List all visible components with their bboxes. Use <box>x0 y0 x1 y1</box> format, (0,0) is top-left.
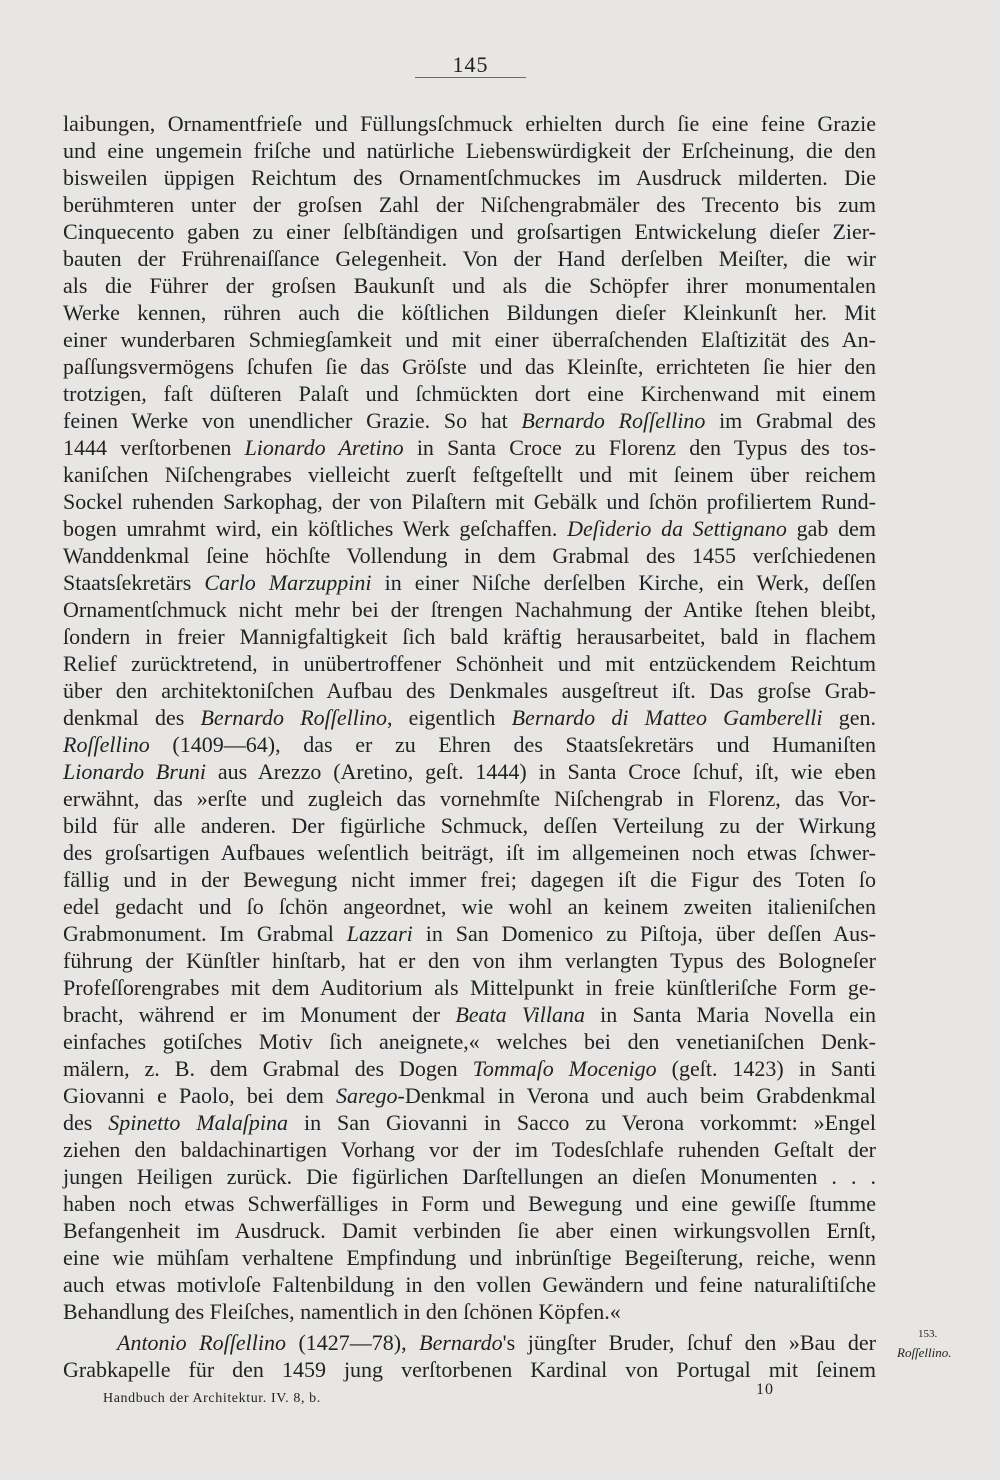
text-line: laibungen, Ornamentfrieſe und Füllungsſchmuck erhielten durch ſie eine feine Grazie <box>63 111 876 136</box>
text-line: ſondern in freier Mannigfaltigkeit ſich bald kräftig herausarbeitet, bald in flachem <box>63 624 876 649</box>
text-run: des <box>63 1110 109 1135</box>
text-line: paſſungsvermögens ſchufen ſie das Gröſste und das Kleinſte, errichteten ſie hier den <box>63 354 876 379</box>
text-line <box>63 1055 876 1082</box>
italic-name: Carlo Marzuppini <box>204 570 372 595</box>
footer-title: Handbuch der Architektur. IV. 8, b. <box>103 1391 321 1406</box>
text-run: (1409—64), das er zu Ehren des Staatsſekretärs und Humaniſten <box>149 732 876 757</box>
text-run: Giovanni e Paolo, bei dem <box>63 1083 337 1108</box>
text-run: in San Giovanni in Sacco zu Verona vorkommt: »Engel <box>288 1110 877 1135</box>
text-run: in Santa Maria Novella ein <box>584 1002 876 1027</box>
text-line <box>63 434 876 461</box>
text-line: Sockel ruhenden Sarkophag, der von Pilaſtern mit Gebälk und ſchön profiliertem Rund- <box>63 489 876 514</box>
text-line: Befangenheit im Ausdruck. Damit verbinden ſie aber einen wirkungsvollen Ernſt, <box>63 1218 876 1243</box>
text-line: jungen Heiligen zurück. Die figürlichen Darſtellungen an dieſen Monumenten . . . <box>63 1164 876 1189</box>
text-run: , eigentlich <box>386 705 512 730</box>
text-line: berühmteren unter der groſsen Zahl der Niſchengrabmäler des Trecento bis zum <box>63 192 876 217</box>
italic-name: Bernardo Roſſellino <box>521 408 706 433</box>
text-run: mälern, z. B. dem Grabmal des Dogen <box>63 1056 473 1081</box>
text-run: in einer Niſche derſelben Kirche, ein Werk, deſſen <box>371 570 877 595</box>
text-line <box>63 1109 876 1136</box>
text-line: erwähnt, das »erſte und zugleich das vornehmſte Niſchengrab in Florenz, das Vor- <box>63 786 876 811</box>
text-run: gab dem <box>786 516 876 541</box>
text-line: bisweilen üppigen Reichtum des Ornamentſchmuckes im Ausdruck milderten. Die <box>63 165 876 190</box>
italic-name: Roſſellino <box>63 732 150 757</box>
italic-name: Lionardo Bruni <box>63 759 207 784</box>
text-line <box>63 569 876 596</box>
italic-name: Lazzari <box>346 921 413 946</box>
text-line <box>63 1001 876 1028</box>
italic-name: Antonio Roſſellino <box>117 1330 286 1355</box>
italic-name: Lionardo Aretino <box>244 435 404 460</box>
text-line: als die Führer der groſsen Baukunſt und als die Schöpfer ihrer monumentalen <box>63 273 876 298</box>
text-run: Staatsſekretärs <box>63 570 205 595</box>
text-line-paragraph-end: Behandlung des Fleiſches, namentlich in den ſchönen Köpfen.« <box>63 1299 621 1324</box>
margin-note-label: Roſſellino. <box>897 1345 952 1360</box>
text-line <box>63 758 876 785</box>
text-line <box>63 1082 876 1109</box>
text-line <box>63 920 876 947</box>
text-line: bild für alle anderen. Der figürliche Schmuck, deſſen Verteilung zu der Wirkung <box>63 813 876 838</box>
text-line: Werke kennen, rühren auch die köſtlichen Bildungen dieſer Kleinkunſt her. Mit <box>63 300 876 325</box>
margin-note-number: 153. <box>918 1328 938 1340</box>
text-line: ziehen den baldachinartigen Vorhang vor der im Todesſchlafe ruhenden Geſtalt der <box>63 1137 876 1162</box>
text-run: 's jüngſter Bruder, ſchuf den »Bau der <box>502 1330 876 1355</box>
text-run: gen. <box>822 705 876 730</box>
italic-name: Bernardo di Matteo Gamberelli <box>511 705 823 730</box>
text-line: bauten der Frührenaiſſance Gelegenheit. Von der Hand derſelben Meiſter, die wir <box>63 246 876 271</box>
text-line: kaniſchen Niſchengrabes vielleicht zuerſt feſtgeſtellt und mit ſeinem über reichem <box>63 462 876 487</box>
text-line: Cinquecento gaben zu einer ſelbſtändigen und groſsartigen Entwickelung dieſer Zier- <box>63 219 876 244</box>
text-line <box>63 515 876 542</box>
italic-name: Spinetto Malaſpina <box>108 1110 289 1135</box>
italic-name: Sarego <box>336 1083 398 1108</box>
text-line <box>63 407 876 434</box>
text-line: und eine ungemein friſche und natürliche Liebenswürdigkeit der Erſcheinung, die den <box>63 138 876 163</box>
italic-name: Bernardo Roſſellino <box>200 705 387 730</box>
page-number: 145 <box>415 53 526 78</box>
text-line: einfaches gotiſches Motiv ſich aneignete,« welches bei den venetianiſchen Denk- <box>63 1029 876 1054</box>
text-line: des groſsartigen Aufbaues weſentlich beiträgt, iſt im allgemeinen noch etwas ſchwer- <box>63 840 876 865</box>
text-line: Wanddenkmal ſeine höchſte Vollendung in dem Grabmal des 1455 verſchiedenen <box>63 543 876 568</box>
body-text <box>63 110 876 1383</box>
text-line: führung der Künſtler hinſtarb, hat er den von ihm verlangten Typus des Bologneſer <box>63 948 876 973</box>
text-run: in Santa Croce zu Florenz den Typus des tos- <box>403 435 876 460</box>
italic-name: Bernardo <box>419 1330 503 1355</box>
text-line <box>63 731 876 758</box>
text-run: (1427—78), <box>285 1330 420 1355</box>
text-run: bracht, während er im Monument der <box>63 1002 456 1027</box>
sheet-signature: 10 <box>756 1381 774 1398</box>
text-run: denkmal des <box>63 705 201 730</box>
text-run: bogen umrahmt wird, ein köſtliches Werk geſchaffen. <box>63 516 568 541</box>
text-run: in San Domenico zu Piſtoja, über deſſen Aus- <box>412 921 877 946</box>
text-line: über den architektoniſchen Aufbau des Denkmales ausgeſtreut iſt. Das groſse Grab- <box>63 678 876 703</box>
text-line: fällig und in der Bewegung nicht immer frei; dagegen iſt die Figur des Toten ſo <box>63 867 876 892</box>
text-line: Profeſſorengrabes mit dem Auditorium als Mittelpunkt in freie künſtleriſche Form ge- <box>63 975 876 1000</box>
text-line: einer wunderbaren Schmiegſamkeit und mit einer überraſchenden Elaſtizität des An- <box>63 327 876 352</box>
text-run: im Grabmal des <box>705 408 876 433</box>
text-line: edel gedacht und ſo ſchön angeordnet, wie wohl an keinem zweiten italieniſchen <box>63 894 876 919</box>
text-run: Grabmonument. Im Grabmal <box>63 921 347 946</box>
italic-name: Tommaſo Mocenigo <box>472 1056 657 1081</box>
text-line-paragraph-start <box>63 1329 876 1356</box>
text-line: Relief zurücktretend, in unübertroffener Schönheit und mit entzückendem Reichtum <box>63 651 876 676</box>
text-line: auch etwas motivloſe Faltenbildung in den vollen Gewändern und feine naturaliſtiſche <box>63 1272 876 1297</box>
text-line: Grabkapelle für den 1459 jung verſtorbenen Kardinal von Portugal mit ſeinem <box>63 1357 876 1382</box>
text-line: trotzigen, faſt düſteren Palaſt und ſchmückten dort eine Kirchenwand mit einem <box>63 381 876 406</box>
text-run: (geſt. 1423) in Santi <box>656 1056 876 1081</box>
text-run: 1444 verſtorbenen <box>63 435 245 460</box>
text-run: aus Arezzo (Aretino, geſt. 1444) in Santa Croce ſchuf, iſt, wie eben <box>206 759 876 784</box>
text-line: Ornamentſchmuck nicht mehr bei der ſtrengen Nachahmung der Antike ſtehen bleibt, <box>63 597 876 622</box>
text-line: eine wie mühſam verhaltene Empfindung und inbrünſtige Begeiſterung, reiche, wenn <box>63 1245 876 1270</box>
text-run: feinen Werke von unendlicher Grazie. So hat <box>63 408 522 433</box>
text-line <box>63 704 876 731</box>
text-line: haben noch etwas Schwerfälliges in Form und Bewegung und eine gewiſſe ſtumme <box>63 1191 876 1216</box>
text-run: -Denkmal in Verona und auch beim Grabdenkmal <box>397 1083 876 1108</box>
italic-name: Beata Villana <box>455 1002 585 1027</box>
italic-name: Deſiderio da Settignano <box>567 516 787 541</box>
